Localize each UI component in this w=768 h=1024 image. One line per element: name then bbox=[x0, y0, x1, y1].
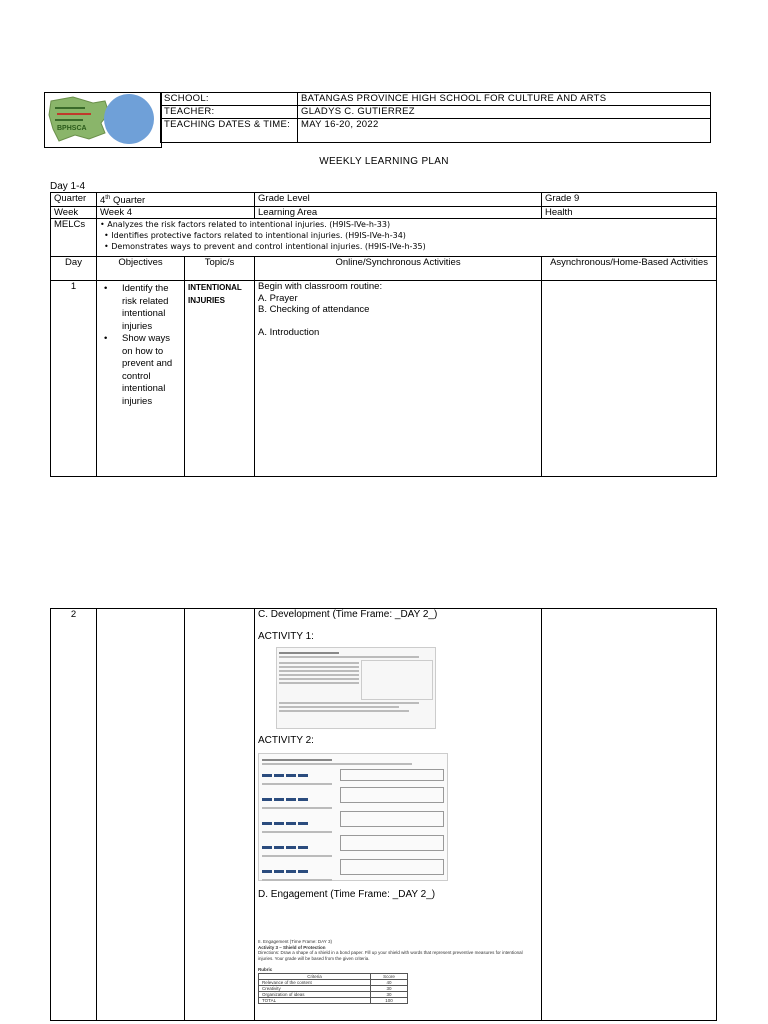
teacher-value: GLADYS C. GUTIERREZ bbox=[298, 106, 711, 119]
rubric-table bbox=[258, 973, 408, 1004]
plan-table bbox=[50, 192, 717, 477]
col-objectives: Objectives bbox=[97, 257, 185, 281]
row1-online bbox=[255, 281, 542, 477]
rubric-cell: TOTAL bbox=[259, 997, 371, 1003]
col-day: Day bbox=[51, 257, 97, 281]
quarter-label: Quarter bbox=[51, 193, 97, 207]
objective-item: • Show ways on how to prevent and control intentional injuries bbox=[122, 333, 174, 408]
rubric-label: Rubric bbox=[258, 967, 273, 972]
school-value: BATANGAS PROVINCE HIGH SCHOOL FOR CULTURE AND ARTS bbox=[298, 93, 711, 106]
rubric-cell: 100 bbox=[370, 997, 407, 1003]
melc-item: • Analyzes the risk factors related to intentional injuries. (H9IS-IVe-h-33) bbox=[100, 220, 391, 230]
row2-objectives bbox=[97, 609, 185, 1021]
grade-label: Grade Level bbox=[255, 193, 542, 207]
engagement-image bbox=[258, 939, 538, 1004]
area-value: Health bbox=[542, 207, 717, 219]
activity2-image bbox=[258, 753, 448, 881]
online-line: A. Prayer bbox=[258, 292, 298, 304]
activity1-heading: ACTIVITY 1: bbox=[258, 631, 314, 642]
engagement-line: Activity 3 – Shield of Protection bbox=[258, 944, 326, 950]
row1-async bbox=[542, 281, 717, 477]
dates-label: TEACHING DATES & TIME: bbox=[161, 119, 298, 143]
row1-topic: INTENTIONAL INJURIES bbox=[185, 281, 255, 477]
rubric-head: Criteria bbox=[259, 973, 371, 979]
rubric-cell: 30 bbox=[370, 985, 407, 991]
page-title: WEEKLY LEARNING PLAN bbox=[319, 156, 449, 167]
col-async: Asynchronous/Home-Based Activities bbox=[542, 257, 717, 281]
row1-objectives bbox=[97, 281, 185, 477]
rubric-head: Score bbox=[370, 973, 407, 979]
objective-item: • Identify the risk related intentional injuries bbox=[122, 283, 174, 333]
school-info-table bbox=[160, 92, 711, 143]
grade-value: Grade 9 bbox=[542, 193, 717, 207]
melcs-label: MELCs bbox=[51, 219, 97, 257]
row2-topic bbox=[185, 609, 255, 1021]
school-logo-icon bbox=[45, 93, 161, 147]
teacher-label: TEACHER: bbox=[161, 106, 298, 119]
rubric-cell: Creativity bbox=[259, 985, 371, 991]
activity1-image bbox=[276, 647, 436, 729]
row2-online bbox=[255, 609, 542, 1021]
rubric-cell: 30 bbox=[370, 991, 407, 997]
development-heading: C. Development (Time Frame: _DAY 2_) bbox=[258, 609, 438, 620]
plan-table-page2 bbox=[50, 608, 717, 1021]
row2-async bbox=[542, 609, 717, 1021]
quarter-value: 4th Quarter bbox=[97, 193, 255, 207]
melc-item: • Demonstrates ways to prevent and control intentional injuries. (H9IS-IVe-h-35) bbox=[104, 242, 426, 252]
row2-day: 2 bbox=[51, 609, 97, 1021]
dates-value: MAY 16-20, 2022 bbox=[298, 119, 711, 143]
area-label: Learning Area bbox=[255, 207, 542, 219]
online-line: Begin with classroom routine: bbox=[258, 281, 383, 293]
day-range: Day 1-4 bbox=[50, 181, 86, 192]
logo-cell bbox=[44, 92, 162, 148]
row1-day: 1 bbox=[51, 281, 97, 477]
week-value: Week 4 bbox=[97, 207, 255, 219]
col-topics: Topic/s bbox=[185, 257, 255, 281]
rubric-cell: 40 bbox=[370, 979, 407, 985]
col-online: Online/Synchronous Activities bbox=[255, 257, 542, 281]
activity2-heading: ACTIVITY 2: bbox=[258, 735, 314, 746]
melcs-list bbox=[97, 219, 717, 257]
logo-text: BPHSCA bbox=[57, 125, 87, 132]
engagement-line: Directions: Draw a shape of a shield in a bond paper. Fill up your shield with words that represent preventive measures for intentional injuries. Your grade will be based from the given criteria. bbox=[258, 950, 523, 961]
online-line: A. Introduction bbox=[258, 326, 320, 338]
rubric-cell: Relevance of the content bbox=[259, 979, 371, 985]
online-line: B. Checking of attendance bbox=[258, 304, 370, 316]
engagement-line: II. Engagement (Time Frame: DAY 3) bbox=[258, 939, 332, 944]
school-label: SCHOOL: bbox=[161, 93, 298, 106]
rubric-cell: Organization of ideas bbox=[259, 991, 371, 997]
engagement-heading: D. Engagement (Time Frame: _DAY 2_) bbox=[258, 889, 436, 900]
melc-item: • Identifies protective factors related to intentional injuries. (H9IS-IVe-h-34) bbox=[104, 231, 406, 241]
week-label: Week bbox=[51, 207, 97, 219]
